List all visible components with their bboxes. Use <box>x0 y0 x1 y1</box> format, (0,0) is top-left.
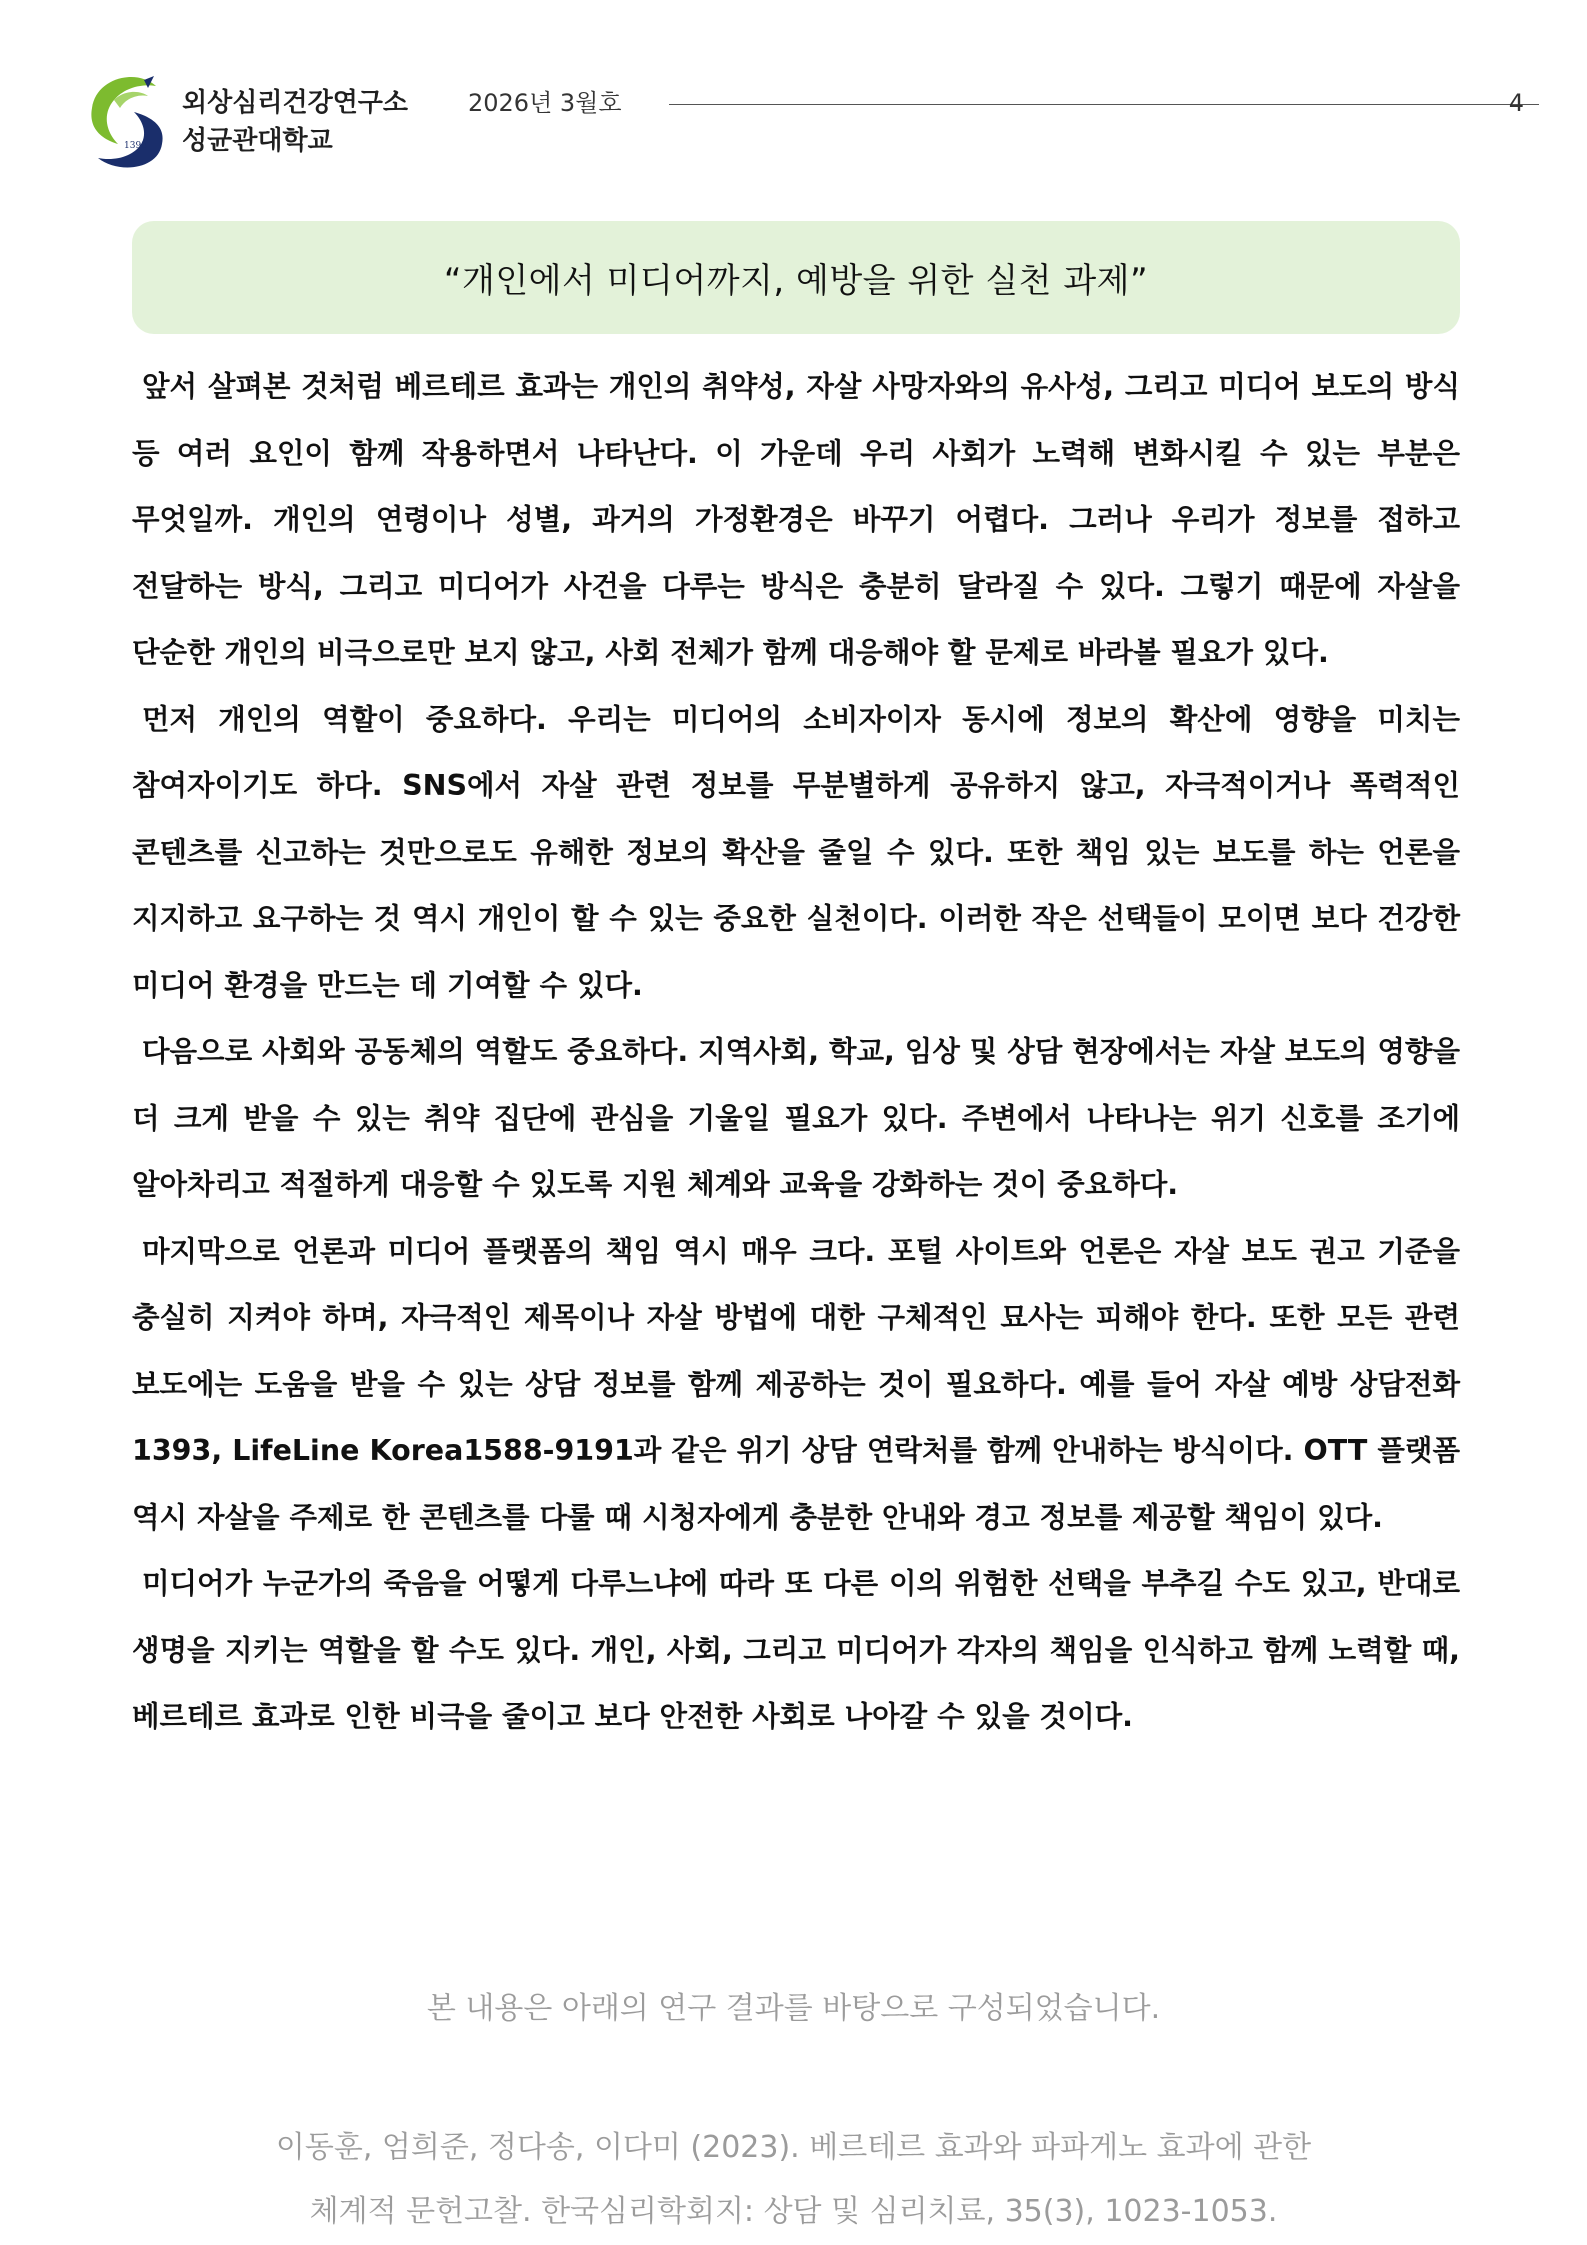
article-body <box>132 354 1460 1751</box>
institute-name-line1: 외상심리건강연구소 <box>182 88 409 118</box>
issue-date: 2026년 3월호 <box>468 89 622 117</box>
page-number: 4 <box>1508 89 1524 117</box>
page-header <box>84 74 1524 174</box>
paragraph-3: 다음으로 사회와 공동체의 역할도 중요하다. 지역사회, 학교, 임상 및 상담 현장에서는 자살 보도의 영향을 더 크게 받을 수 있는 취약 집단에 관심을 기울일 필요가 있다. 주변에서 나타나는 위기 신호를 조기에 알아차리고 적절하게 대응할 수 있도록 지원 체계와 교육을 강화하는 것이 중요하다. <box>132 1035 1460 1201</box>
paragraph-4: 마지막으로 언론과 미디어 플랫폼의 책임 역시 매우 크다. 포털 사이트와 언론은 자살 보도 권고 기준을 충실히 지켜야 하며, 자극적인 제목이나 자살 방법에 대한 구체적인 묘사는 피해야 한다. 또한 모든 관련 보도에는 도움을 받을 수 있는 상담 정보를 함께 제공하는 것이 필요하다. 예를 들어 자살 예방 상담전화 1393, LifeLine Korea1588-9191과 같은 위기 상담 연락처를 함께 안내하는 방식이다. OTT 플랫폼 역시 자살을 주제로 한 콘텐츠를 다룰 때 시청자에게 충분한 안내와 경고 정보를 제공할 책임이 있다. <box>132 1234 1460 1534</box>
section-title: “개인에서 미디어까지, 예방을 위한 실천 과제” <box>443 261 1149 301</box>
section-title-box <box>132 221 1460 334</box>
reference-citation <box>0 2116 1587 2244</box>
paragraph-1: 앞서 살펴본 것처럼 베르테르 효과는 개인의 취약성, 자살 사망자와의 유사성, 그리고 미디어 보도의 방식 등 여러 요인이 함께 작용하면서 나타난다. 이 가운데 우리 사회가 노력해 변화시킬 수 있는 부분은 무엇일까. 개인의 연령이나 성별, 과거의 가정환경은 바꾸기 어렵다. 그러나 우리가 정보를 접하고 전달하는 방식, 그리고 미디어가 사건을 다루는 방식은 충분히 달라질 수 있다. 그렇기 때문에 자살을 단순한 개인의 비극으로만 보지 않고, 사회 전체가 함께 대응해야 할 문제로 바라볼 필요가 있다. <box>132 370 1460 669</box>
logo-year: 1398 <box>124 141 147 151</box>
reference-line-1: 이동훈, 엄희준, 정다송, 이다미 (2023). 베르테르 효과와 파파게노 효과에 관한 <box>275 2130 1312 2165</box>
paragraph-2: 먼저 개인의 역할이 중요하다. 우리는 미디어의 소비자이자 동시에 정보의 확산에 영향을 미치는 참여자이기도 하다. SNS에서 자살 관련 정보를 무분별하게 공유하지 않고, 자극적이거나 폭력적인 콘텐츠를 신고하는 것만으로도 유해한 정보의 확산을 줄일 수 있다. 또한 책임 있는 보도를 하는 언론을 지지하고 요구하는 것 역시 개인이 할 수 있는 중요한 실천이다. 이러한 작은 선택들이 모이면 보다 건강한 미디어 환경을 만드는 데 기여할 수 있다. <box>132 702 1460 1002</box>
header-divider <box>669 104 1539 105</box>
institute-name <box>182 84 408 160</box>
reference-line-2: 체계적 문헌고찰. 한국심리학회지: 상담 및 심리치료, 35(3), 1023-1053. <box>309 2194 1278 2229</box>
paragraph-5: 미디어가 누군가의 죽음을 어떻게 다루느냐에 따라 또 다른 이의 위험한 선택을 부추길 수도 있고, 반대로 생명을 지키는 역할을 할 수도 있다. 개인, 사회, 그리고 미디어가 각자의 책임을 인식하고 함께 노력할 때, 베르테르 효과로 인한 비극을 줄이고 보다 안전한 사회로 나아갈 수 있을 것이다. <box>132 1567 1460 1733</box>
institute-name-line2: 성균관대학교 <box>182 126 333 156</box>
source-note: 본 내용은 아래의 연구 결과를 바탕으로 구성되었습니다. <box>426 1991 1161 2026</box>
institute-logo <box>84 74 168 170</box>
